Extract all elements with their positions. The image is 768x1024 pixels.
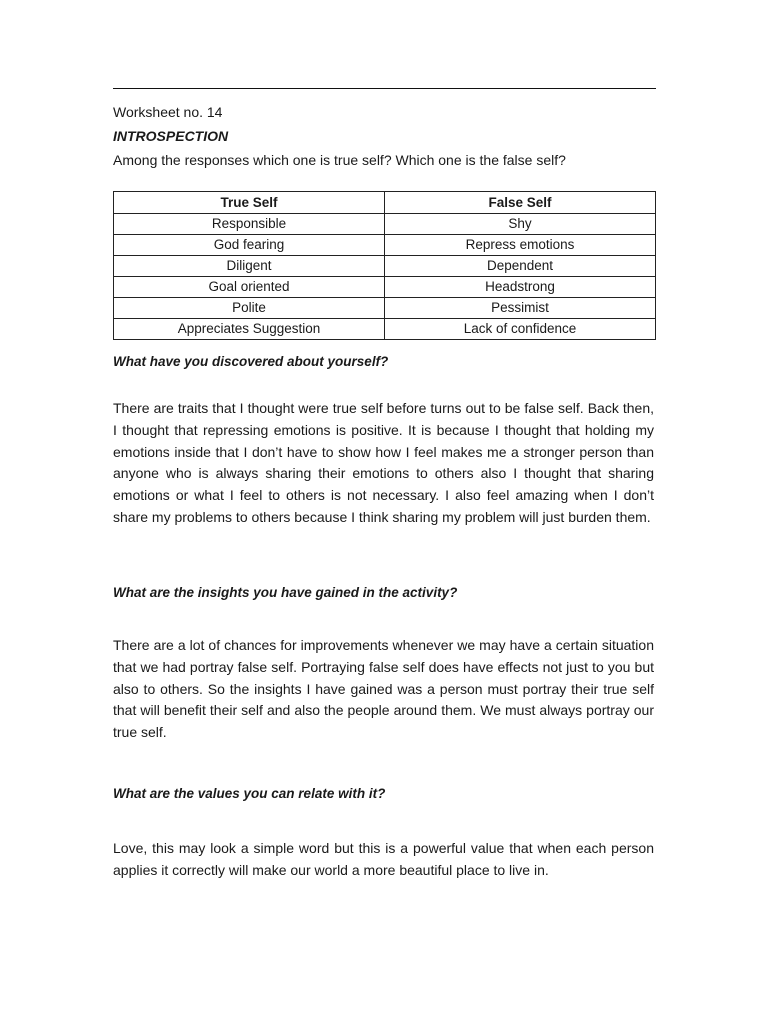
false-self-cell: Dependent [385, 256, 656, 277]
worksheet-title: INTROSPECTION [113, 128, 229, 144]
header-false-self: False Self [385, 192, 656, 214]
true-self-cell: Polite [114, 298, 385, 319]
false-self-cell: Pessimist [385, 298, 656, 319]
answer-discovered: There are traits that I thought were true self before turns out to be false self. Back then, I thought that repressing emotions is positive. It is because I thought that holding my emotions inside that I don’t have to show how I feel makes me a stronger person than anyone who is always sharing their emotions to others also I thought that sharing emotions or what I feel to others is not necessary. I also feel amazing when I don’t share my problems to others because I think sharing my problem will just burden them. [113, 400, 654, 525]
self-traits-table [113, 191, 656, 340]
true-self-cell: Responsible [114, 214, 385, 235]
true-self-cell: Goal oriented [114, 277, 385, 298]
false-self-cell: Headstrong [385, 277, 656, 298]
answer-values: Love, this may look a simple word but this is a powerful value that when each person applies it correctly will make our world a more beautiful place to live in. [113, 840, 654, 878]
worksheet-number: Worksheet no. 14 [113, 104, 223, 120]
answer-insights: There are a lot of chances for improvements whenever we may have a certain situation that we had portray false self. Portraying false self does have effects not just to you but also to others. So the insights I have gained was a person must portray their true self that will benefit their self and also the people around them. We must always portray our true self. [113, 637, 654, 741]
table-header-row [114, 192, 656, 214]
true-self-cell: Appreciates Suggestion [114, 319, 385, 340]
table-row [114, 277, 656, 298]
true-self-cell: God fearing [114, 235, 385, 256]
question-values: What are the values you can relate with it? [113, 786, 386, 801]
false-self-cell: Repress emotions [385, 235, 656, 256]
worksheet-prompt: Among the responses which one is true self? Which one is the false self? [113, 152, 566, 168]
table-row [114, 214, 656, 235]
table-row [114, 256, 656, 277]
true-self-cell: Diligent [114, 256, 385, 277]
question-discovered: What have you discovered about yourself? [113, 354, 389, 369]
question-insights: What are the insights you have gained in the activity? [113, 585, 458, 600]
header-true-self: True Self [114, 192, 385, 214]
table-row [114, 235, 656, 256]
false-self-cell: Lack of confidence [385, 319, 656, 340]
false-self-cell: Shy [385, 214, 656, 235]
table-row [114, 319, 656, 340]
top-divider [113, 88, 656, 89]
table-row [114, 298, 656, 319]
